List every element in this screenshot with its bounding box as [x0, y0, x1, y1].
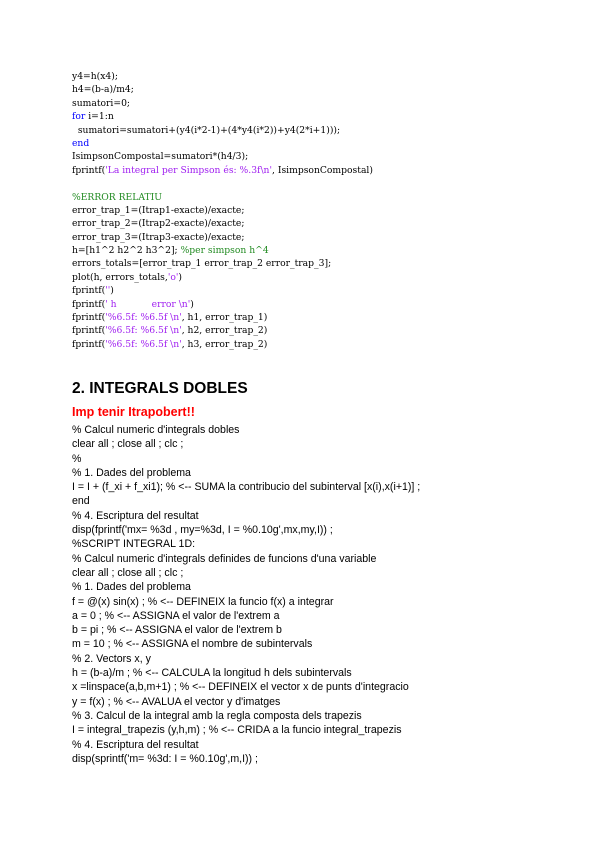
text-line: y = f(x) ; % <-- AVALUA el vector y d'imatges — [72, 695, 281, 708]
code-line — [72, 137, 592, 150]
text-line: disp(fprintf('mx= %3d , my=%3d, I = %0.10g',mx,my,I)) ; — [72, 524, 333, 537]
text-line: % 4. Escriptura del resultat — [72, 738, 199, 751]
code-line — [72, 164, 592, 177]
code-text: , h1, error_trap_1) — [181, 312, 268, 324]
code-line — [72, 110, 592, 123]
code-string: '%6.5f: %6.5f \n' — [105, 312, 182, 324]
code-text: plot(h, errors_totals, — [72, 271, 168, 283]
code-line — [72, 324, 592, 337]
code-text: ) — [190, 298, 194, 310]
matlab-code-block — [72, 70, 592, 351]
code-line — [72, 83, 592, 96]
text-line: % Calcul numeric d'integrals dobles — [72, 424, 240, 436]
text-line: % 4. Escriptura del resultat — [72, 509, 199, 522]
code-string: '' — [105, 285, 111, 297]
code-text: h=[h1^2 h2^2 h3^2]; — [72, 245, 181, 257]
text-line: % 3. Calcul de la integral amb la regla composta dels trapezis — [72, 709, 362, 722]
text-line: clear all ; close all ; clc ; — [72, 566, 184, 579]
red-note: Imp tenir Itrapobert!! — [72, 405, 195, 419]
code-line — [72, 191, 592, 204]
code-line — [72, 204, 592, 217]
code-text: IsimpsonCompostal=sumatori*(h4/3); — [72, 151, 249, 163]
code-text: error_trap_1=(Itrap1-exacte)/exacte; — [72, 204, 245, 216]
text-line: h = (b-a)/m ; % <-- CALCULA la longitud h dels subintervals — [72, 667, 352, 680]
code-line — [72, 257, 592, 270]
text-line: % 1. Dades del problema — [72, 581, 191, 594]
text-line: f = @(x) sin(x) ; % <-- DEFINEIX la funcio f(x) a integrar — [72, 595, 334, 608]
code-text: ) — [178, 271, 182, 283]
code-text: fprintf( — [72, 298, 106, 310]
code-line — [72, 124, 592, 137]
code-string: 'o' — [167, 271, 179, 283]
code-text: y4=h(x4); — [72, 71, 118, 82]
code-text: errors_totals=[error_trap_1 error_trap_2 error_trap_3]; — [72, 258, 332, 270]
code-text: i=1:n — [85, 111, 114, 123]
code-line — [72, 217, 592, 230]
text-line: disp(sprintf('m= %3d: I = %0.10g',m,I)) ; — [72, 752, 258, 765]
code-line — [72, 284, 592, 297]
code-string: '%6.5f: %6.5f \n' — [105, 325, 182, 337]
code-text: , h3, error_trap_2) — [181, 338, 268, 350]
text-line: %SCRIPT INTEGRAL 1D: — [72, 538, 196, 551]
code-string: ' h error \n' — [105, 298, 191, 310]
text-line: clear all ; close all ; clc ; — [72, 438, 184, 451]
text-line: % Calcul numeric d'integrals definides de funcions d'una variable — [72, 552, 377, 565]
code-line — [72, 298, 592, 311]
text-line: b = pi ; % <-- ASSIGNA el valor de l'extrem b — [72, 624, 282, 637]
text-line: m = 10 ; % <-- ASSIGNA el nombre de subintervals — [72, 638, 313, 651]
code-line — [72, 244, 592, 257]
code-text: fprintf( — [72, 285, 106, 297]
code-text: error_trap_3=(Itrap3-exacte)/exacte; — [72, 231, 245, 243]
code-text: error_trap_2=(Itrap2-exacte)/exacte; — [72, 218, 245, 230]
code-line — [72, 70, 592, 83]
code-text: sumatori=sumatori+(y4(i*2-1)+(4*y4(i*2))+y4(2*i+1))); — [72, 124, 341, 136]
code-comment: %ERROR RELATIU — [72, 191, 162, 203]
text-line: % 2. Vectors x, y — [72, 652, 151, 665]
code-line — [72, 177, 592, 190]
text-line: end — [72, 495, 90, 508]
code-text: h4=(b-a)/m4; — [72, 84, 134, 96]
section-heading: 2. INTEGRALS DOBLES — [72, 380, 248, 397]
code-line — [72, 97, 592, 110]
code-text: fprintf( — [72, 325, 106, 337]
code-text: , h2, error_trap_2) — [181, 325, 268, 337]
code-keyword: end — [72, 137, 90, 149]
text-line: % 1. Dades del problema — [72, 466, 191, 479]
code-text: ) — [110, 285, 114, 297]
text-line: x =linspace(a,b,m+1) ; % <-- DEFINEIX el vector x de punts d'integracio — [72, 681, 409, 694]
code-line — [72, 150, 592, 163]
text-line: a = 0 ; % <-- ASSIGNA el valor de l'extrem a — [72, 609, 280, 622]
text-line: I = I + (f_xi + f_xi1); % <-- SUMA la contribucio del subinterval [x(i),x(i+1)] ; — [72, 481, 421, 494]
code-text: sumatori=0; — [72, 97, 131, 109]
text-line: I = integral_trapezis (y,h,m) ; % <-- CRIDA a la funcio integral_trapezis — [72, 724, 402, 737]
script-text-block — [72, 423, 592, 766]
code-line — [72, 231, 592, 244]
code-text: , IsimpsonCompostal) — [271, 164, 373, 176]
code-string: 'La integral per Simpson és: %.3f\n' — [105, 164, 272, 176]
code-comment: %per simpson h^4 — [180, 245, 269, 257]
code-text: fprintf( — [72, 338, 106, 350]
code-line — [72, 271, 592, 284]
code-line — [72, 338, 592, 351]
code-keyword: for — [72, 111, 86, 123]
code-string: '%6.5f: %6.5f \n' — [105, 338, 182, 350]
code-line — [72, 311, 592, 324]
code-text: fprintf( — [72, 312, 106, 324]
code-text: fprintf( — [72, 164, 106, 176]
text-line: % — [72, 452, 82, 465]
